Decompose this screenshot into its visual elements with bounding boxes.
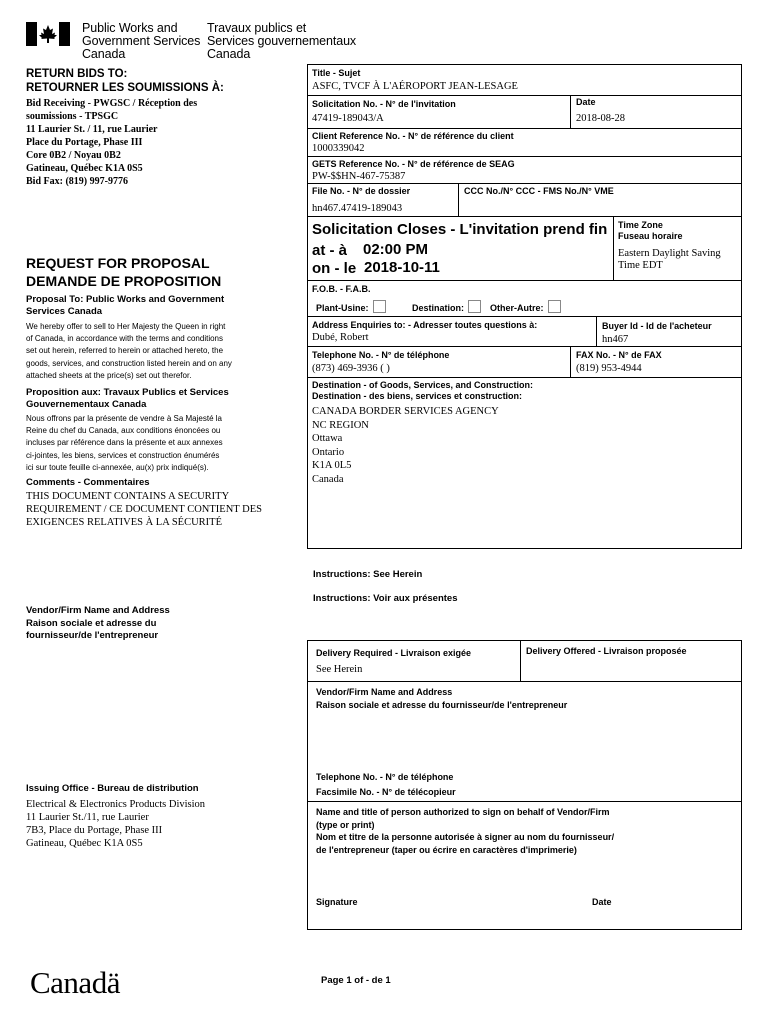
file-no-label: File No. - N° de dossier xyxy=(312,186,411,196)
other-autre-checkbox[interactable] xyxy=(548,300,561,313)
delivery-required-label: Delivery Required - Livraison exigée xyxy=(316,648,472,658)
buyer-id-value: hn467 xyxy=(602,334,629,345)
other-autre-label: Other-Autre: xyxy=(490,303,544,313)
plant-usine-checkbox[interactable] xyxy=(373,300,386,313)
return-bids-title: RETURN BIDS TO: RETOURNER LES SOUMISSIONS À: xyxy=(26,68,224,94)
delivery-required-value: See Herein xyxy=(316,664,363,675)
buyer-id-label: Buyer Id - Id de l'acheteur xyxy=(602,321,712,331)
client-ref-label: Client Reference No. - N° de référence du client xyxy=(312,131,514,141)
closing-date: 2018-10-11 xyxy=(364,259,440,276)
comments-text: THIS DOCUMENT CONTAINS A SECURITY REQUIREMENT / CE DOCUMENT CONTIENT DES EXIGENCES RELATIVES À LA SÉCURITÉ xyxy=(26,491,262,528)
date-label: Date xyxy=(576,97,596,107)
solicitation-form xyxy=(307,64,742,549)
file-no-value: hn467.47419-189043 xyxy=(312,203,403,214)
vendor-firm-left-label: Vendor/Firm Name and Address Raison sociale et adresse du fournisseur/de l'entrepreneur xyxy=(26,605,170,641)
signature-date-label[interactable]: Date xyxy=(592,897,612,907)
on-label: on - le xyxy=(312,260,357,277)
department-name-fr: Travaux publics et Services gouvernementaux Canada xyxy=(207,21,357,61)
telephone-value: (873) 469-3936 ( ) xyxy=(312,363,390,374)
rfp-title: REQUEST FOR PROPOSAL DEMANDE DE PROPOSITION xyxy=(26,255,222,289)
canada-wordmark: Canadä xyxy=(30,965,120,1000)
other-autre-option[interactable] xyxy=(490,300,561,314)
vendor-facsimile-label[interactable]: Facsimile No. - N° de télécopieur xyxy=(316,787,456,797)
return-bids-address: Bid Receiving - PWGSC / Réception des soumissions - TPSGC 11 Laurier St. / 11, rue Laurier Place du Portage, Phase III Core 0B2 / Noyau 0B2 Gatineau, Québec K1A 0S5 Bid Fax: (819) 997-9776 xyxy=(26,98,198,187)
fax-value: (819) 953-4944 xyxy=(576,363,642,374)
vendor-form xyxy=(307,640,742,930)
fax-label: FAX No. - N° de FAX xyxy=(576,350,662,360)
solicitation-no-label: Solicitation No. - N° de l'invitation xyxy=(312,99,456,109)
vendor-name-address-label[interactable]: Vendor/Firm Name and Address Raison sociale et adresse du fournisseur/de l'entrepreneur xyxy=(316,687,568,710)
canada-flag-icon xyxy=(26,22,70,46)
address-enquiries-value: Dubé, Robert xyxy=(312,332,369,343)
date-value: 2018-08-28 xyxy=(576,113,625,124)
title-value: ASFC, TVCF À L'AÉROPORT JEAN-LESAGE xyxy=(312,81,518,92)
proposal-to-label: Proposal To: Public Works and Government Services Canada xyxy=(26,294,225,317)
authorized-person-label[interactable]: Name and title of person authorized to sign on behalf of Vendor/Firm (type or print) Nom et titre de la personne autorisée à signer au nom du fournisseur/ de l'entrepreneur (taper ou écrire en caractères d'imprimerie) xyxy=(316,807,615,856)
vendor-telephone-label[interactable]: Telephone No. - N° de téléphone xyxy=(316,772,454,782)
ccc-no-label: CCC No./N° CCC - FMS No./N° VME xyxy=(464,186,614,196)
time-zone-value: Eastern Daylight Saving Time EDT xyxy=(618,248,721,271)
address-enquiries-label: Address Enquiries to: - Adresser toutes questions à: xyxy=(312,320,538,330)
telephone-label: Telephone No. - N° de téléphone xyxy=(312,350,450,360)
time-zone-label: Time Zone Fuseau horaire xyxy=(618,220,683,241)
plant-usine-option[interactable] xyxy=(316,300,386,314)
destination-option[interactable] xyxy=(412,300,481,314)
instructions-en: Instructions: See Herein xyxy=(313,569,423,580)
department-name-en: Public Works and Government Services Canada xyxy=(82,21,201,61)
destination-checkbox[interactable] xyxy=(468,300,481,313)
gets-ref-value: PW-$$HN-467-75387 xyxy=(312,171,406,182)
proposition-label: Proposition aux: Travaux Publics et Services Gouvernementaux Canada xyxy=(26,387,229,410)
fob-label: F.O.B. - F.A.B. xyxy=(312,284,371,294)
title-label: Title - Sujet xyxy=(312,68,361,78)
destination-option-label: Destination: xyxy=(412,303,465,313)
closing-time: 02:00 PM xyxy=(363,241,429,258)
client-ref-value: 1000339042 xyxy=(312,143,365,154)
proposition-text: Nous offrons par la présente de vendre à Sa Majesté la Reine du chef du Canada, aux conditions énoncées ou incluses par référence dans la présente et aux annexes ci-jointes, les biens, services et construction énumérés ici sur toute feuille ci-annexée, au(x) prix indiqué(s). xyxy=(26,414,223,472)
proposal-to-text: We hereby offer to sell to Her Majesty the Queen in right of Canada, in accordance with the terms and conditions set out herein, referred to herein or attached hereto, the goods, services, and construction listed herein and on any attached sheets at the price(s) set out therefor. xyxy=(26,322,232,380)
delivery-offered-label: Delivery Offered - Livraison proposée xyxy=(526,646,687,656)
signature-label[interactable]: Signature xyxy=(316,897,358,907)
instructions-fr: Instructions: Voir aux présentes xyxy=(313,593,458,604)
issuing-office-address: Electrical & Electronics Products Division 11 Laurier St./11, rue Laurier 7B3, Place du Portage, Phase III Gatineau, Québec K1A 0S5 xyxy=(26,799,206,849)
destination-goods-label: Destination - of Goods, Services, and Construction: Destination - des biens, services et construction: xyxy=(312,380,534,401)
page-number: Page 1 of - de 1 xyxy=(321,975,391,986)
gets-ref-label: GETS Reference No. - N° de référence de SEAG xyxy=(312,159,515,169)
solicitation-closes-label: Solicitation Closes - L'invitation prend fin xyxy=(312,221,608,238)
issuing-office-label: Issuing Office - Bureau de distribution xyxy=(26,783,199,794)
at-label: at - à xyxy=(312,242,348,259)
solicitation-no-value: 47419-189043/A xyxy=(312,113,384,124)
destination-goods-value: CANADA BORDER SERVICES AGENCY NC REGION Ottawa Ontario K1A 0L5 Canada xyxy=(312,406,499,485)
plant-usine-label: Plant-Usine: xyxy=(316,303,369,313)
comments-label: Comments - Commentaires xyxy=(26,477,150,488)
